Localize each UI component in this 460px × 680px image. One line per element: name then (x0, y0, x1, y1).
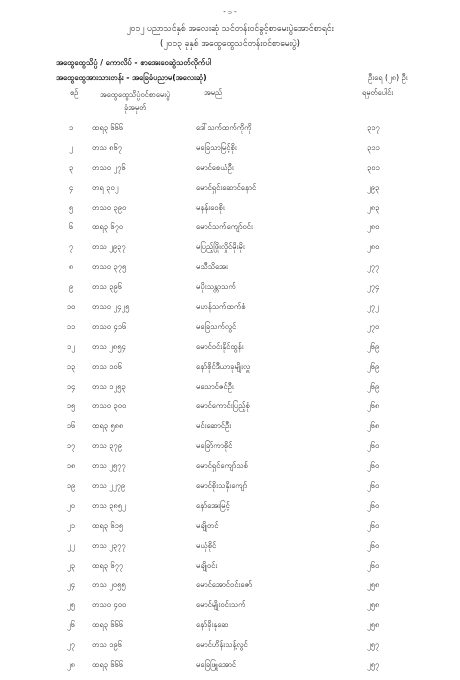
row-score: ၂၆၉ (367, 361, 380, 371)
row-name: မောင်မျိုးဝင်းသက် (196, 600, 246, 610)
row-roll-number: တသ ၃၇၉ (92, 441, 122, 451)
table-row (0, 461, 460, 481)
table-row (0, 640, 460, 660)
row-number: ၁၀ (66, 302, 76, 312)
row-name: မသီသိအေး (196, 262, 228, 272)
row-roll-number: တသ ၈၆၇ (92, 142, 123, 152)
row-roll-number: တသ ၂၀၅၅ (92, 580, 126, 590)
row-number: ၁၅ (66, 401, 76, 411)
table-row (0, 382, 460, 402)
row-roll-number: တသ ၃၉၆ (92, 282, 122, 292)
row-roll-number: ထရ၃ ၆၆၆ (92, 660, 124, 670)
row-number: ၆ (68, 222, 74, 232)
table-row (0, 183, 460, 203)
row-roll-number: ထရ၃ ၅၈၈ (92, 421, 124, 431)
header-name: အမည် (204, 88, 223, 97)
results-table (0, 123, 460, 680)
row-name: မချိုတင် (196, 520, 219, 530)
table-row (0, 282, 460, 302)
row-roll-number: တသ ၂၅၇၇ (92, 461, 126, 471)
table-row (0, 163, 460, 183)
row-name: မခြေသက်လွင် (196, 321, 237, 331)
row-roll-number: တသ ၂၃၇၇ (92, 540, 126, 550)
row-name: မောင်ဟိန်းသန့်လွင် (196, 640, 248, 650)
table-row (0, 501, 460, 521)
header-roll-line2: ခုံအမှတ် (123, 103, 147, 112)
row-name: မယုံစိုင် (196, 540, 217, 550)
school-line: အထွေထွေသိပ္ပံ / ကောလိပ် - စာအေးဝေဆွဲသတ်လိုက်ပါ (56, 58, 211, 67)
table-row (0, 401, 460, 421)
row-roll-number: တသ၀ ၃၇၅ (92, 262, 127, 272)
table-row (0, 262, 460, 282)
row-number: ၉ (68, 282, 74, 292)
row-number: ၂၅ (66, 600, 75, 610)
row-name: နော်စိုင်ဒီယာခုမျိုးလှူ (196, 361, 251, 371)
table-row (0, 481, 460, 501)
row-number: ၁၉ (66, 481, 76, 491)
row-roll-number: တသ ၂၉၃၇ (92, 242, 126, 252)
row-score: ၂၅၇ (367, 660, 380, 670)
table-row (0, 362, 460, 382)
row-roll-number: တသ ၂၂၇၉ (92, 481, 126, 491)
row-name: မပိုးသန္တာသက် (196, 282, 236, 292)
row-score: ၂၇၄ (367, 282, 380, 292)
row-score: ၂၈၀ (367, 242, 380, 252)
row-name: ဒေါ်သက်ထက်ကိုကို (196, 123, 252, 132)
table-row (0, 561, 460, 581)
row-name: မခြော်ကာစိုင် (196, 441, 233, 451)
row-roll-number: တသ၀ ၃၉၀ (92, 202, 127, 212)
header-score: ရမှတ်ပေါင်း (362, 88, 394, 97)
row-roll-number: တသ ၁၉၆ (92, 640, 122, 650)
row-score: ၂၅၇ (367, 640, 380, 650)
row-roll-number: တသ ၁၀၆ (92, 361, 122, 371)
row-score: ၂၅၈ (367, 620, 380, 630)
document-title: ၂၀၁၂ ပညာသင်နှစ် အလေးဆုံ သင်တန်းဝင်ခွင့်စာမေးပွဲအောင်စာရင်း (126, 24, 334, 34)
header-no: စဉ် (70, 88, 79, 97)
row-score: ၃၁၁ (367, 142, 380, 152)
table-row (0, 222, 460, 242)
table-row (0, 302, 460, 322)
row-name: မပြည့်ဖြိုးလှိုင်မိုးမိုး (196, 242, 245, 252)
row-number: ၂၆ (66, 620, 75, 630)
table-row (0, 580, 460, 600)
header-roll (100, 88, 170, 114)
header-roll-line1: အထွေထွေသိပ္ပံဝင်စာမေးပွဲ (100, 90, 171, 99)
row-roll-number: ထရ၃ ၆၇၇ (92, 560, 124, 570)
row-name: မခြေသာမြင့်စိုး (196, 142, 237, 152)
table-row (0, 541, 460, 561)
row-number: ၅ (68, 202, 74, 212)
table-row (0, 143, 460, 163)
document-subtitle: (၂၀၁၃ ခုနှစ် အထွေထွေသင်တန်းဝင်စာမေးပွဲ) (160, 39, 300, 49)
row-name: မင်းဆောင်ဦး (196, 421, 232, 431)
row-score: ၂၆၈ (367, 421, 380, 431)
row-roll-number: တသ ၁၂၅၃ (92, 381, 126, 391)
row-name: နော်ခိုးနုဆေ (196, 620, 229, 630)
row-number: ၂၈ (66, 660, 76, 670)
subject-line: အထွေထွေအားသားတန်း - အခြေခံပညာမ(အလေးဆုံ) (56, 73, 207, 82)
row-name: မောင်အောင်ဝင်းဇော် (196, 580, 253, 590)
table-row (0, 600, 460, 620)
row-roll-number: ထရ၃ ၆၆၆ (92, 123, 124, 132)
row-score: ၃၁၇ (367, 123, 380, 132)
row-number: ၂၇ (66, 640, 75, 650)
row-name: မောင်ကောင်းပြည့်စုံ (196, 401, 250, 411)
row-score: ၂၇၇ (367, 262, 380, 272)
row-roll-number: တသ၀ ၄၁၆ (92, 321, 127, 331)
row-number: ၂၁ (66, 520, 75, 530)
row-number: ၇ (68, 242, 74, 252)
row-name: နော်အေးမြင့် (196, 500, 230, 510)
row-name: မောင်ဝင်းနိုင်ထွန်း (196, 341, 244, 351)
row-score: ၂၆၀ (367, 481, 380, 491)
row-roll-number: တသ ၂၈၅၄ (92, 341, 126, 351)
row-name: မောင်သက်ကျော်ဝင်း (196, 222, 253, 232)
table-row (0, 660, 460, 680)
page-number: - ၁ - (223, 8, 237, 16)
row-number: ၁ (68, 123, 74, 132)
row-number: ၂၂ (67, 540, 75, 550)
row-number: ၁၃ (66, 361, 76, 371)
row-score: ၂၆၉ (367, 341, 380, 351)
table-row (0, 421, 460, 441)
row-name: မခြေဖြူအောင် (196, 660, 237, 670)
row-number: ၁၇ (66, 441, 76, 451)
row-score: ၃၀၁ (367, 162, 380, 172)
row-number: ၂ (69, 142, 73, 152)
row-number: ၈ (68, 262, 74, 272)
row-number: ၃ (68, 162, 74, 172)
table-row (0, 203, 460, 223)
row-roll-number: ထရ၃ ၆၇၀ (92, 222, 124, 232)
row-number: ၂၃ (66, 560, 75, 570)
row-roll-number: တသ၀ ၄၀၀ (92, 600, 127, 610)
table-row (0, 342, 460, 362)
count-label: ဦးရေ (၂၈) ဦး (368, 73, 408, 82)
row-number: ၁၈ (66, 461, 76, 471)
row-name: မသောင်ဇင်ဦး (196, 381, 234, 391)
row-score: ၂၆၉ (367, 381, 380, 391)
row-name: မဟန်သက်ထက်စံ (196, 302, 246, 312)
row-roll-number: တသ ၃၈၅၂ (92, 500, 126, 510)
row-number: ၁၂ (66, 341, 75, 351)
row-score: ၂၆၈ (367, 401, 380, 411)
row-number: ၁၁ (66, 321, 76, 331)
row-name: မောင်ရှင်ကျော်သစ် (196, 461, 248, 471)
row-score: ၂၆၀ (367, 461, 380, 471)
row-score: ၂၅၈ (367, 600, 380, 610)
row-number: ၂၀ (66, 500, 75, 510)
row-score: ၂၇၂ (367, 302, 379, 312)
row-score: ၂၆၀ (367, 441, 380, 451)
table-row (0, 620, 460, 640)
row-score: ၂၇၀ (367, 321, 380, 331)
row-name: မောင်စေယံဦး (196, 162, 234, 172)
row-number: ၁၆ (66, 421, 76, 431)
row-roll-number: တရ ၃၀၂ (92, 182, 119, 192)
row-number: ၄ (68, 182, 74, 192)
table-row (0, 521, 460, 541)
row-number: ၁၄ (66, 381, 76, 391)
row-roll-number: တသ၀ ၃၀၀ (92, 401, 127, 411)
row-roll-number: ထရ၃ ၆၆၆ (92, 620, 124, 630)
row-roll-number: တသ၀ ၂၄၂၅ (92, 302, 130, 312)
row-score: ၂၆၀ (367, 500, 380, 510)
table-row (0, 123, 460, 143)
row-name: မချိုဝင်း (196, 560, 218, 570)
table-row (0, 441, 460, 461)
row-score: ၂၈၃ (367, 202, 380, 212)
row-roll-number: တသ၀ ၂၇၆ (92, 162, 126, 172)
row-name: မောင်ရှင်းဆောင်နောင် (196, 182, 257, 192)
row-score: ၂၈၀ (367, 222, 380, 232)
row-score: ၂၉၃ (367, 182, 380, 192)
row-score: ၂၅၈ (367, 580, 380, 590)
row-name: မနန်းဝေစိုး (196, 202, 225, 212)
row-number: ၂၄ (66, 580, 75, 590)
row-name: မောင်စိုးသနိုးကျော် (196, 481, 248, 491)
row-roll-number: ထရ၃ ၆၁၅ (92, 520, 124, 530)
row-score: ၂၆၀ (367, 520, 380, 530)
row-score: ၂၆၀ (367, 540, 380, 550)
table-row (0, 322, 460, 342)
table-row (0, 242, 460, 262)
row-score: ၂၆၀ (367, 560, 380, 570)
